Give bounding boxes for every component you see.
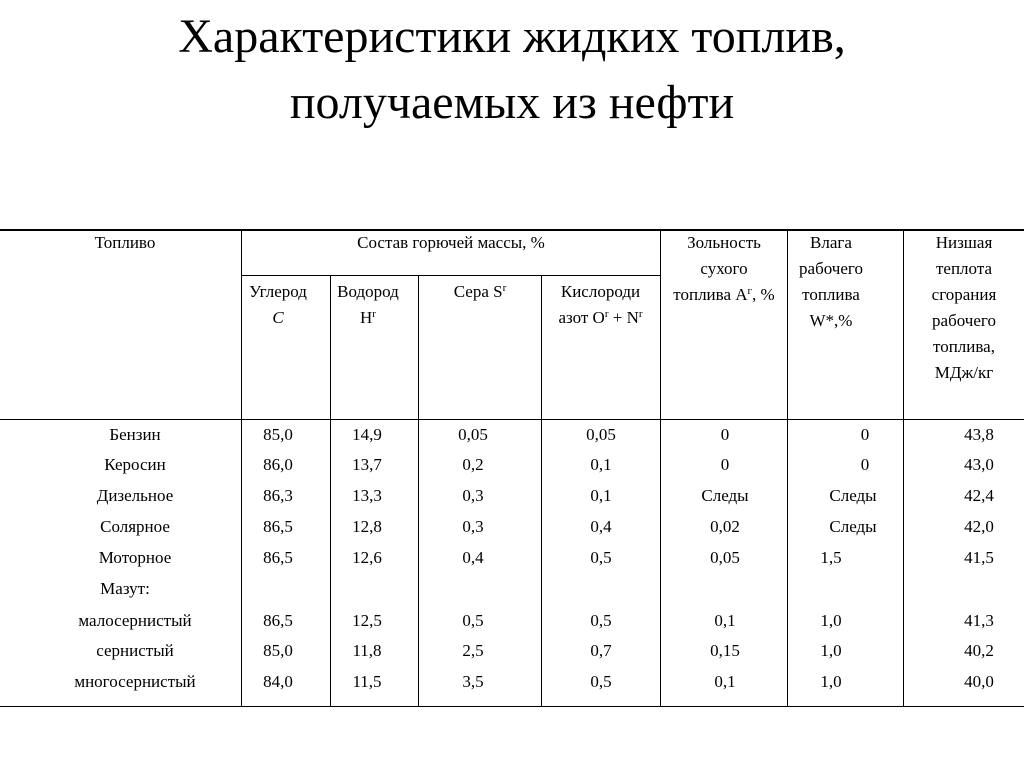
cell-fuel-name: Дизельное	[96, 486, 174, 505]
header-hydrogen-sym: H	[360, 308, 373, 327]
header-moist-line4: W*,%	[809, 311, 853, 330]
header-hydrogen	[329, 279, 407, 331]
header-heat	[904, 230, 1024, 386]
header-heat-line6: МДж/кг	[934, 363, 994, 382]
cell-ash: 0	[720, 425, 730, 444]
cell-carbon: 84,0	[263, 672, 293, 691]
slide-title	[0, 4, 1024, 136]
cell-heat: 40,0	[964, 672, 994, 691]
cell-heat: 41,3	[964, 611, 994, 630]
cell-heat: 42,0	[964, 517, 994, 536]
cell-oxygen-nitrogen: 0,4	[590, 517, 612, 536]
cell-carbon: 85,0	[263, 641, 293, 660]
cell-oxygen-nitrogen: 0,5	[590, 548, 612, 567]
header-moist-line1: Влага	[810, 233, 852, 252]
cell-sulfur: 0,05	[458, 425, 488, 444]
header-hydrogen-label: Водород	[337, 282, 399, 301]
col-divider-3	[418, 276, 419, 420]
cell-moisture: Следы	[829, 486, 877, 505]
cell-carbon: 86,3	[263, 486, 293, 505]
cell-oxygen-nitrogen: 0,1	[590, 455, 612, 474]
header-ash-sup: г	[747, 285, 753, 297]
cell-moisture: 1,0	[820, 611, 842, 630]
cell-ash: 0,02	[710, 517, 740, 536]
header-heat-line5: топлива,	[933, 337, 995, 356]
cell-moisture: 1,0	[820, 672, 842, 691]
cell-hydrogen: 14,9	[352, 425, 382, 444]
header-oxygen-line1: Кислороди	[560, 282, 641, 301]
cell-hydrogen: 11,5	[352, 672, 382, 691]
cell-fuel-name: малосернистый	[78, 611, 192, 630]
header-ash-line2: сухого	[700, 259, 748, 278]
header-hydrogen-sup: r	[372, 308, 376, 320]
cell-fuel-name: многосернистый	[74, 672, 196, 691]
cell-ash: 0,15	[710, 641, 740, 660]
header-oxygen-sup2: r	[638, 308, 643, 320]
header-bottom-border	[0, 419, 1024, 420]
cell-heat: 40,2	[964, 641, 994, 660]
body-col-divider-3	[418, 420, 419, 706]
cell-ash: 0,1	[714, 672, 736, 691]
cell-hydrogen: 12,6	[352, 548, 382, 567]
cell-ash: 0,1	[714, 611, 736, 630]
cell-sulfur: 0,3	[462, 486, 484, 505]
cell-fuel-name: Бензин	[109, 425, 161, 444]
cell-hydrogen: 12,8	[352, 517, 382, 536]
slide-title-line2: получаемых из нефти	[289, 76, 735, 129]
cell-ash: 0	[720, 455, 730, 474]
header-oxygen-line2	[541, 305, 660, 331]
header-heat-line1: Низшая	[935, 233, 993, 252]
cell-moisture: 1,5	[820, 548, 842, 567]
header-carbon-label: Углерод	[249, 282, 307, 301]
cell-carbon: 85,0	[263, 425, 293, 444]
cell-oxygen-nitrogen: 0,05	[586, 425, 616, 444]
cell-carbon: 86,5	[263, 548, 293, 567]
header-heat-line2: теплота	[935, 259, 992, 278]
cell-oxygen-nitrogen: 0,1	[590, 486, 612, 505]
header-ash	[661, 230, 787, 308]
cell-fuel-name: Керосин	[104, 455, 166, 474]
header-moist-line3: топлива	[802, 285, 860, 304]
cell-moisture: 0	[860, 455, 870, 474]
cell-sulfur: 3,5	[462, 672, 484, 691]
header-oxygen-plus: + N	[608, 308, 639, 327]
header-carbon	[238, 279, 318, 331]
cell-ash: 0,05	[710, 548, 740, 567]
cell-heat: 43,0	[964, 455, 994, 474]
cell-sulfur: 0,3	[462, 517, 484, 536]
cell-fuel-name: Мазут:	[100, 579, 150, 598]
cell-ash: Следы	[701, 486, 749, 505]
header-sulfur	[430, 279, 530, 305]
cell-oxygen-nitrogen: 0,5	[590, 611, 612, 630]
table-bottom-border	[0, 706, 1024, 707]
cell-heat: 42,4	[964, 486, 994, 505]
slide-title-line1: Характеристики жидких топлив,	[178, 10, 846, 63]
cell-moisture: 0	[860, 425, 870, 444]
header-fuel: Топливо	[94, 233, 156, 252]
header-oxygen-sup1: r	[604, 308, 609, 320]
header-hydrogen-symbol	[329, 305, 407, 331]
cell-heat: 41,5	[964, 548, 994, 567]
cell-heat: 43,8	[964, 425, 994, 444]
cell-hydrogen: 11,8	[352, 641, 382, 660]
cell-moisture: Следы	[829, 517, 877, 536]
header-sulfur-label: Сера S	[453, 282, 503, 301]
header-sulfur-sup: r	[502, 282, 507, 294]
cell-sulfur: 0,4	[462, 548, 484, 567]
body-col-divider-4	[541, 420, 542, 706]
header-oxygen-nitrogen	[541, 279, 660, 331]
cell-moisture: 1,0	[820, 641, 842, 660]
cell-fuel-name: сернистый	[96, 641, 174, 660]
header-moisture	[778, 230, 884, 334]
cell-carbon: 86,5	[263, 611, 293, 630]
cell-sulfur: 0,2	[462, 455, 484, 474]
header-moist-line2: рабочего	[799, 259, 863, 278]
cell-hydrogen: 13,3	[352, 486, 382, 505]
cell-carbon: 86,0	[263, 455, 293, 474]
cell-sulfur: 0,5	[462, 611, 484, 630]
cell-hydrogen: 13,7	[352, 455, 382, 474]
cell-hydrogen: 12,5	[352, 611, 382, 630]
header-ash-line1: Зольность	[687, 233, 761, 252]
header-heat-line4: рабочего	[932, 311, 996, 330]
cell-fuel-name: Моторное	[98, 548, 172, 567]
header-composition: Состав горючей массы, %	[357, 233, 545, 252]
cell-fuel-name: Солярное	[100, 517, 170, 536]
cell-carbon: 86,5	[263, 517, 293, 536]
body-col-divider-5	[660, 420, 661, 706]
cell-sulfur: 2,5	[462, 641, 484, 660]
cell-oxygen-nitrogen: 0,5	[590, 672, 612, 691]
header-ash-text: топлива A	[673, 285, 748, 304]
header-carbon-symbol: C	[272, 308, 284, 327]
header-heat-line3: сгорания	[931, 285, 997, 304]
header-oxygen-text: азот O	[558, 308, 605, 327]
composition-divider	[241, 275, 661, 276]
header-ash-line3	[661, 282, 787, 308]
cell-oxygen-nitrogen: 0,7	[590, 641, 612, 660]
header-ash-unit: , %	[752, 285, 775, 304]
